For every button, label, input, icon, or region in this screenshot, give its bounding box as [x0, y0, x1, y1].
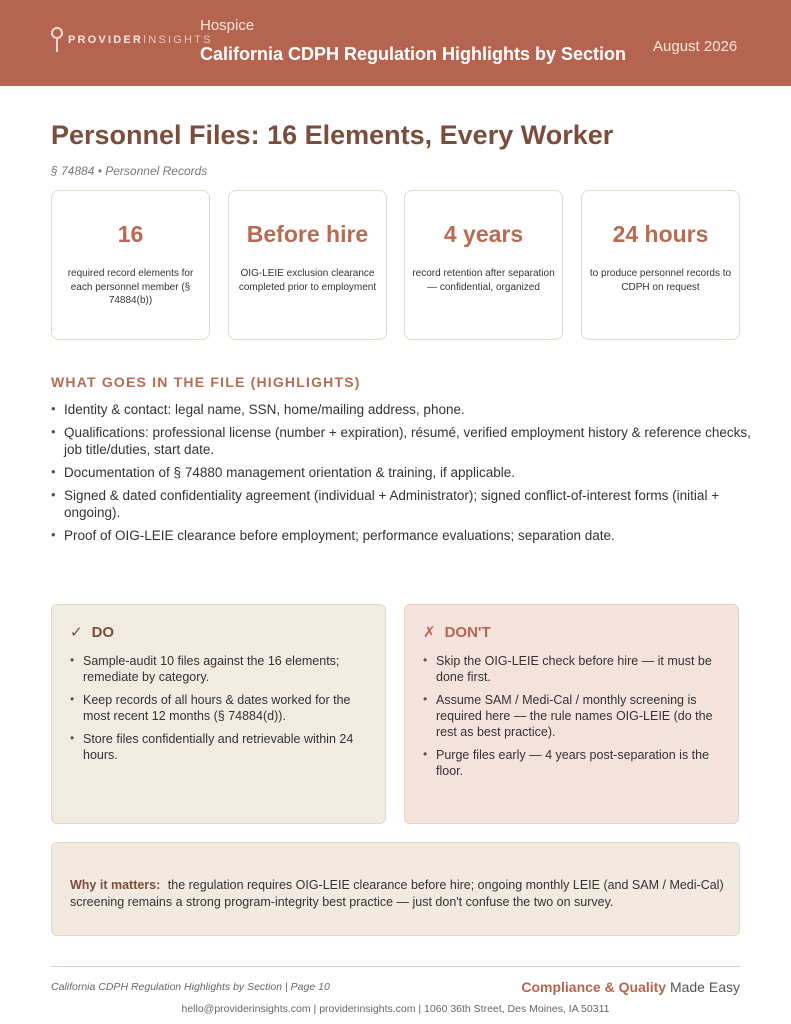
footer-brand-rest: Made Easy: [666, 979, 740, 995]
why-label: Why it matters:: [70, 878, 161, 892]
list-item: • Qualifications: professional license (number + expiration), résumé, verified employment history & reference checks, job title/duties, start date.: [51, 424, 751, 458]
highlights-list: [51, 401, 751, 550]
list-item: • Sample-audit 10 files against the 16 elements; remediate by category.: [70, 653, 370, 685]
stat-value: 4 years: [443, 221, 524, 247]
header-title: California CDPH Regulation Highlights by Section: [200, 44, 627, 64]
logo-text: [68, 34, 213, 46]
stat-card-elements: [51, 190, 210, 340]
footer-contact: hello@providerinsights.com | providerinsights.com | 1060 36th Street, Des Moines, IA 50311: [181, 1003, 610, 1015]
stat-value: 16: [117, 221, 144, 247]
footer-doc-reference: California CDPH Regulation Highlights by Section | Page 10: [51, 981, 330, 993]
lightbulb-icon: [50, 27, 64, 53]
stat-value: Before hire: [246, 221, 369, 247]
stat-description: OIG-LEIE exclusion clearance completed prior to employment: [238, 268, 377, 293]
dont-list: [423, 653, 723, 786]
list-item: • Documentation of § 74880 management orientation & training, if applicable.: [51, 464, 751, 481]
header-banner: [0, 0, 791, 86]
dont-box: [404, 604, 739, 824]
stat-value: 24 hours: [612, 221, 709, 247]
logo: [50, 26, 213, 54]
do-box: [51, 604, 386, 824]
section-reference: § 74884 • Personnel Records: [51, 164, 208, 178]
why-body: the regulation requires OIG-LEIE clearance before hire; ongoing monthly LEIE (and SAM / Medi-Cal) screening remains a strong program-integrity best practice — just don't confuse the two on survey.: [70, 878, 724, 909]
stat-description: record retention after separation — confidential, organized: [412, 268, 555, 293]
do-title: [70, 623, 114, 641]
stat-card-24-hours: [581, 190, 740, 340]
do-list: [70, 653, 370, 770]
stat-description: required record elements for each personnel member (§ 74884(b)): [67, 268, 194, 306]
logo-bold: PROVIDER: [68, 34, 144, 46]
stat-card-before-hire: [228, 190, 387, 340]
footer-divider: [51, 966, 740, 967]
checkmark-icon: ✓: [70, 624, 83, 641]
list-item: • Store files confidentially and retrievable within 24 hours.: [70, 731, 370, 763]
stat-description: to produce personnel records to CDPH on request: [589, 268, 732, 293]
logo-light: INSIGHTS: [143, 34, 213, 46]
do-title-text: DO: [91, 623, 115, 641]
list-item: • Purge files early — 4 years post-separation is the floor.: [423, 747, 723, 779]
list-item: • Assume SAM / Medi-Cal / monthly screening is required here — the rule names OIG-LEIE (do the rest as best practice).: [423, 692, 723, 740]
why-it-matters-box: [51, 842, 740, 936]
highlights-heading: WHAT GOES IN THE FILE (HIGHLIGHTS): [51, 374, 361, 390]
header-date: August 2026: [653, 38, 738, 55]
list-item: • Signed & dated confidentiality agreement (individual + Administrator); signed conflict-of-interest forms (initial + ongoing).: [51, 487, 751, 521]
footer-brand: Compliance & Quality: [521, 979, 667, 995]
list-item: • Proof of OIG-LEIE clearance before employment; performance evaluations; separation date.: [51, 527, 751, 544]
footer-tagline: [521, 979, 740, 995]
dont-title: [423, 623, 491, 641]
list-item: • Skip the OIG-LEIE check before hire — it must be done first.: [423, 653, 723, 685]
list-item: • Keep records of all hours & dates worked for the most recent 12 months (§ 74884(d)).: [70, 692, 370, 724]
stat-card-retention: [404, 190, 563, 340]
page-title: Personnel Files: 16 Elements, Every Worker: [51, 120, 614, 150]
header-subtitle: Hospice: [200, 17, 255, 34]
dont-title-text: DON'T: [444, 623, 491, 641]
list-item: • Identity & contact: legal name, SSN, home/mailing address, phone.: [51, 401, 751, 418]
why-it-matters-text: [70, 877, 725, 911]
cross-icon: ✗: [423, 624, 436, 641]
